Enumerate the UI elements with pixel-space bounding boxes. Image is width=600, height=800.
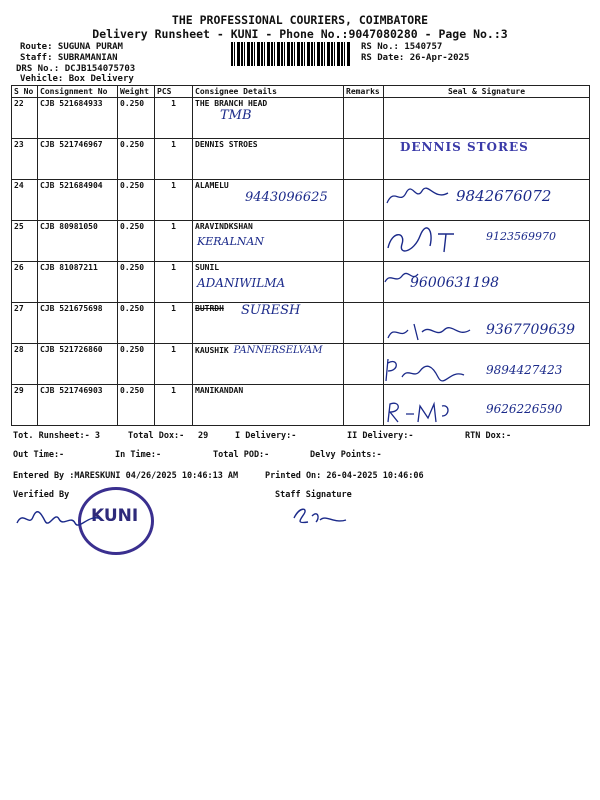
table-row xyxy=(12,262,590,303)
consignee-name: THE BRANCH HEAD xyxy=(195,99,268,108)
signature-scribble xyxy=(380,355,470,387)
row-signature xyxy=(384,98,590,139)
row-remarks xyxy=(344,344,384,385)
row-sno: 27 xyxy=(12,303,38,344)
in-time: In Time:- xyxy=(115,450,162,460)
staff-signature-label: Staff Signature xyxy=(275,490,352,500)
signature-scribble xyxy=(384,226,474,256)
consignee-name: ARAVINDKSHAN xyxy=(195,222,253,231)
row-pcs: 1 xyxy=(155,221,193,262)
ii-delivery: II Delivery:- xyxy=(347,431,414,441)
row-pcs: 1 xyxy=(155,98,193,139)
row-consignee xyxy=(193,303,344,344)
row-remarks xyxy=(344,262,384,303)
handwritten-phone: 9123569970 xyxy=(486,230,556,243)
handwritten-note: KERALNAN xyxy=(197,235,264,248)
row-pcs: 1 xyxy=(155,139,193,180)
signature-scribble xyxy=(384,318,474,346)
row-sno: 22 xyxy=(12,98,38,139)
row-remarks xyxy=(344,385,384,426)
row-pcs: 1 xyxy=(155,180,193,221)
verified-signature xyxy=(15,505,105,530)
row-consignee xyxy=(193,221,344,262)
signature-scribble xyxy=(382,268,422,288)
route-label: Route: SUGUNA PURAM xyxy=(20,42,123,52)
staff-label: Staff: SUBRAMANIAN xyxy=(20,53,118,63)
row-sno: 23 xyxy=(12,139,38,180)
row-consignment: CJB 521746903 xyxy=(38,385,118,426)
row-consignee xyxy=(193,344,344,385)
col-consignment: Consignment No xyxy=(38,86,118,98)
row-consignee xyxy=(193,385,344,426)
total-dox-label: Total Dox:- xyxy=(128,431,185,441)
i-delivery: I Delivery:- xyxy=(235,431,297,441)
row-remarks xyxy=(344,180,384,221)
table-row xyxy=(12,303,590,344)
drs-label: DRS No.: DCJB154075703 xyxy=(16,64,136,74)
handwritten-phone: 9626226590 xyxy=(486,402,563,416)
col-remarks: Remarks xyxy=(344,86,384,98)
row-remarks xyxy=(344,98,384,139)
consignee-name: SUNIL xyxy=(195,263,220,272)
row-consignment: CJB 80981050 xyxy=(38,221,118,262)
vehicle-label: Vehicle: Box Delivery xyxy=(20,74,134,84)
col-sno: S No xyxy=(12,86,38,98)
row-pcs: 1 xyxy=(155,385,193,426)
table-header-row xyxy=(12,86,590,98)
handwritten-phone: 9367709639 xyxy=(486,322,576,338)
table-row xyxy=(12,221,590,262)
signature-scribble xyxy=(384,398,464,428)
row-weight: 0.250 xyxy=(118,139,155,180)
rtn-dox: RTN Dox:- xyxy=(465,431,512,441)
consignee-name: MANIKANDAN xyxy=(195,386,244,395)
row-remarks xyxy=(344,303,384,344)
total-pod: Total POD:- xyxy=(213,450,270,460)
col-signature: Seal & Signature xyxy=(384,86,590,98)
handwritten-note: SURESH xyxy=(241,303,301,318)
row-consignee xyxy=(193,262,344,303)
kuni-stamp-text: KUNI xyxy=(91,506,139,526)
row-weight: 0.250 xyxy=(118,180,155,221)
row-remarks xyxy=(344,139,384,180)
delvy-points: Delvy Points:- xyxy=(310,450,382,460)
consignee-name: KAUSHIK xyxy=(195,346,229,355)
store-stamp: DENNIS STORES xyxy=(400,140,529,154)
tot-runsheet: Tot. Runsheet:- 3 xyxy=(13,431,100,441)
row-pcs: 1 xyxy=(155,262,193,303)
handwritten-note: ADANIWILMA xyxy=(197,276,286,290)
row-remarks xyxy=(344,221,384,262)
total-dox-value: 29 xyxy=(198,431,209,441)
entered-by: Entered By :MARESKUNI 04/26/2025 10:46:13 AM xyxy=(13,471,239,481)
row-consignee xyxy=(193,139,344,180)
row-sno: 25 xyxy=(12,221,38,262)
row-consignee xyxy=(193,98,344,139)
row-consignment: CJB 81087211 xyxy=(38,262,118,303)
company-title: THE PROFESSIONAL COURIERS, COIMBATORE xyxy=(171,13,429,27)
row-sno: 24 xyxy=(12,180,38,221)
row-weight: 0.250 xyxy=(118,385,155,426)
handwritten-phone: 9600631198 xyxy=(410,275,500,291)
handwritten-phone: 9894427423 xyxy=(486,363,563,377)
barcode xyxy=(231,42,351,66)
rs-no-label: RS No.: 1540757 xyxy=(361,42,443,52)
consignee-name: ALAMELU xyxy=(195,181,229,190)
row-weight: 0.250 xyxy=(118,98,155,139)
signature-scribble xyxy=(384,183,454,211)
col-weight: Weight xyxy=(118,86,155,98)
handwritten-note: 9443096625 xyxy=(245,190,328,205)
row-sno: 29 xyxy=(12,385,38,426)
table-row xyxy=(12,385,590,426)
table-row xyxy=(12,344,590,385)
col-pcs: PCS xyxy=(155,86,193,98)
row-signature xyxy=(384,139,590,180)
row-sno: 26 xyxy=(12,262,38,303)
row-consignment: CJB 521746967 xyxy=(38,139,118,180)
row-weight: 0.250 xyxy=(118,221,155,262)
runsheet-table xyxy=(11,85,590,426)
handwritten-note: TMB xyxy=(220,108,252,123)
table-row xyxy=(12,139,590,180)
row-consignment: CJB 521684933 xyxy=(38,98,118,139)
row-weight: 0.250 xyxy=(118,344,155,385)
handwritten-phone: 9842676072 xyxy=(456,187,552,205)
staff-signature xyxy=(290,500,350,530)
row-pcs: 1 xyxy=(155,303,193,344)
table-row xyxy=(12,180,590,221)
row-consignment: CJB 521675698 xyxy=(38,303,118,344)
row-weight: 0.250 xyxy=(118,303,155,344)
printed-on: Printed On: 26-04-2025 10:46:06 xyxy=(265,471,424,481)
row-consignment: CJB 521726860 xyxy=(38,344,118,385)
row-pcs: 1 xyxy=(155,344,193,385)
table-row xyxy=(12,98,590,139)
out-time: Out Time:- xyxy=(13,450,65,460)
row-weight: 0.250 xyxy=(118,262,155,303)
runsheet-subtitle: Delivery Runsheet - KUNI - Phone No.:9047080280 - Page No.:3 xyxy=(92,27,508,41)
handwritten-note: PANNERSELVAM xyxy=(233,345,323,356)
row-consignee xyxy=(193,180,344,221)
consignee-name: BUTRDH xyxy=(195,304,224,313)
rs-date-label: RS Date: 26-Apr-2025 xyxy=(361,53,470,63)
col-consignee: Consignee Details xyxy=(193,86,344,98)
row-sno: 28 xyxy=(12,344,38,385)
row-consignment: CJB 521684904 xyxy=(38,180,118,221)
consignee-name: DENNIS STROES xyxy=(195,140,258,149)
verified-by: Verified By xyxy=(13,490,70,500)
